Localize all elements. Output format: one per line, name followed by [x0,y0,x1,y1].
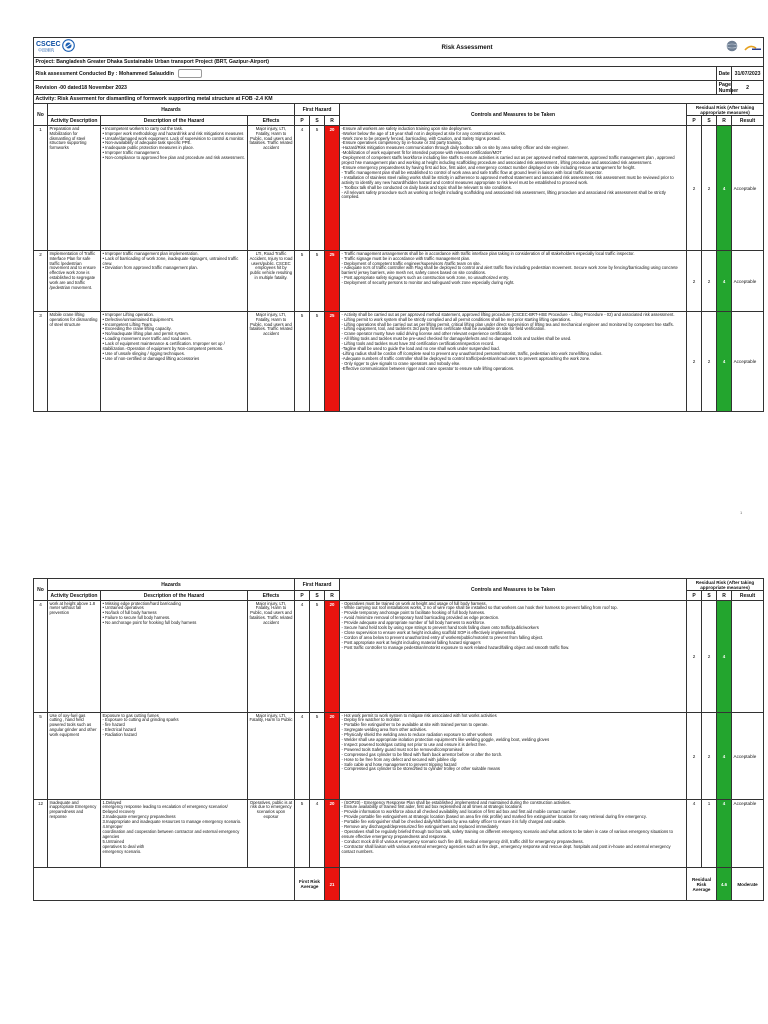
col-s: S [310,591,325,601]
summary-controls-empty [340,868,687,901]
cscec-logo [35,39,61,57]
row-s: 5 [310,251,325,312]
row-activity: Preparation and Mobilization for dismantling of steel structure supporting formworks [48,126,101,251]
row-residual-s: 2 [702,126,717,251]
row-effects: Major injury, LTI, Fatality, Harm to Public, road users and fatalities. Traffic related accident [248,126,295,251]
row-s: 5 [310,713,325,800]
col-no: No [34,104,48,126]
row-description: • Missing edge protection/hard barricading • Untrained operatives • No/lack of full body harness • Failure to secure full body harness. • No anchorage point for hooking full body harness [101,601,248,713]
conducted-by [34,67,717,81]
table-row [34,312,764,412]
row-controls: - (SOP20) - Emergency Response Plan shall be established ,implemented and maintained during the construction activities. - Ensure availability of trained first aider, first aid box replenished at all times at strategic locations - Provide information to workforce about all checked availability and location of first aid box and first aid mobile contact number. - Provide portable fire extinguishers at strategic location (based on area fire risk profile) and marked fire extinguisher location for easy retrieval during fire emergency. - Portable fire extinguisher shall be checked daily/shift basis by area safety officer to ensure it is fully charged and usable. - Remove any discharged/depressurized fire extinguishers and replaced immediately - Operatives shall be regularly briefed through tool box talk, safety training on different emergency scenario and what actions to be taken in case of various emergency situations to ensure effective emergency preparedness and response. - Conduct mock drill of various emergency scenario such fire drill, medical emergency drill, traffic drill for emergency preparedness. - Contractor shall liaison with various external emergency agencies such as fire dept., emergency response and rescue dept. hospitals and post in-house and external emergency contact numbers. [340,800,687,868]
row-result: Acceptable [732,713,764,800]
row-r: 25 [325,312,340,412]
row-residual-r: 4 [717,251,732,312]
row-result: Acceptable [732,251,764,312]
col-r: R [325,116,340,126]
summary-empty [34,868,295,901]
row-r: 20 [325,126,340,251]
col-residual: Residual Risk (After taking appropriate measures) [687,579,764,591]
row-no: 1 [34,126,48,251]
col-residual: Residual Risk (After taking appropriate measures) [687,104,764,116]
row-controls: - Activity shall be carried out as per approved method statement, approved lifting procedure (CSCEC-BRT-HSE Procedure - Lifting Procedure - 02) and associated risk assessment. - Lifting permit to work system shall be strictly complied and all permit conditions shall be met prior starting lifting operations. - Lifting operations shall be carried out as per lifting permit, critical lifting plan under direct supervision of lifting tea and mechanical engineer and monitored by competent hse staffs. - Lifting equipment, tool, and tackles's 3rd party fitness certificate shall be available on site for field verification. - Crane operator musty have valid driving license and other relevant experience certification. - All lifting tools and tackles must be pre-used checked for damage/defects and no damaged tools and tackles shall be used. - Lifting tools and tackles must have 3rd certification certification/inspection record. -Tagline shall be used to guide the load and no one shall work under suspended load. -Lifting radius shall be cordon off /complete seal to prevent any unauthorized persons/motorist, traffic, pedestrian into work zone/lifting radius. -Adequate numbers of traffic controller shall be deployed to control traffic/pedestrian/road users to prevent approaching the work zone. - Only rigger to give signals to crane operators and nobody else. -Effective communication between rigger and crane operator to ensure safe lifting operations. [340,312,687,412]
col-residual-r: R [717,116,732,126]
row-r: 20 [325,601,340,713]
col-activity: Activity Description [48,591,101,601]
row-residual-s: 2 [702,312,717,412]
row-residual-s: 2 [702,601,717,713]
col-controls: Controls and Measures to be Taken [340,579,687,601]
company-logo-text: CSCEC [35,40,61,48]
col-effects: Effects [248,116,295,126]
risk-table-page-1 [33,37,764,412]
conducted-by-text: Risk assessment Conducted By : Mohammed Salauddin [35,71,174,78]
table-row [34,713,764,800]
col-first-hazard: First Hazard [295,104,340,116]
row-no: 3 [34,312,48,412]
col-first-hazard: First Hazard [295,579,340,591]
logo-cell [34,38,248,58]
row-residual-p: 2 [687,126,702,251]
row-residual-r: 4 [717,126,732,251]
row-controls: - Operatives must be trained on work at height and usage of full body harness. - While carrying out roof installations works, 2 no of wire rope shall be installed so that workers can hook their harness to prevent falling from roof top. - Provide temporary anchorage point to facilitate hooking of full body harness. - Avoid /minimize removal of temporary hard barricading provided as edge protection. - Provide adequate and appropriate number of full body harness to workforce. - Secure hand held tools by using rope strings to prevent hand tools falling down onto traffic/public/workers - Close supervision to ensure work at height including scaffold SOP is effectively implemented. - Cordon of area below to prevent unauthorized entry of workers/public/motorist to prevent from falling object. - Post appropriate work at height including material falling hazard signage's - Post traffic controller to manage pedestrian/motorist exposure to work related hazard/falling object and smooth traffic flow. [340,601,687,713]
partner-logo [744,39,762,57]
right-logos [687,38,764,58]
col-hazards: Hazards [48,579,295,591]
first-risk-average-value: 21 [325,868,340,901]
row-residual-s: 2 [702,713,717,800]
residual-risk-result: Moderate [732,868,764,901]
risk-table-page-2 [33,578,764,901]
row-residual-p: 2 [687,251,702,312]
table-row [34,251,764,312]
row-effects: LTI, Road Traffic Accident, Injury to road users/public. CSCEC employees hit by public vehicle resulting in multiple fatality. [248,251,295,312]
col-residual-p: P [687,591,702,601]
table-row [34,126,764,251]
page-marker: 1 [740,510,743,515]
col-description: Description of the Hazard [101,591,248,601]
row-effects: Operatives, public is at risk due to emergency scenarios upon exposur [248,800,295,868]
page-number-value: 2 [732,81,764,95]
row-s: 5 [310,312,325,412]
row-no: 4 [34,601,48,713]
row-activity: work at height above 1.8 meter without fall prevention [48,601,101,713]
row-r: 20 [325,800,340,868]
row-description: • Improper traffic management plan implementation. • Lack of barricading of work zone, inadequate signage's, untrained traffic crew. • Deviation from approved traffic management plan. [101,251,248,312]
table-row [34,800,764,868]
row-controls: - Hot work permit to work system to mitigate risk associated with hot works activities - Deploy fire watcher to monitor. - Portable fire extinguisher to be available at site with trained person to operate. - Segregate welding area from other activities. - Physically shield the welding area to reduce radiation exposure to other workers - Welder shall use appropriate isolation protection equipment's like welding goggle, welding boot, welding gloves - Inspect powered tools/gas cutting set prior to use and ensure it is defect free. - Powered tools Safety guard must not be removed/compromised - Compressed gas cylinder to be fitted with flash back arrestor before or after the torch. - Hose to be free from any defect and secured with jubilee clip - Safe cable and hose management to prevent tripping hazard - Compressed gas cylinder to be stored/tied to cylinder trolley or other suitable means [340,713,687,800]
row-no: 2 [34,251,48,312]
row-p: 5 [295,800,310,868]
col-s: S [310,116,325,126]
row-activity: Inadequate and inappropriate Emergency preparedness and response [48,800,101,868]
globe-logo [725,39,739,57]
col-effects: Effects [248,591,295,601]
row-result [732,601,764,713]
row-residual-p: 2 [687,312,702,412]
col-description: Description of the Hazard [101,116,248,126]
row-residual-p: 2 [687,713,702,800]
row-description: • Improper Lifting operation. • Defective/unmaintained Equipment's. • Incompetent Lifting Team. • Exceeding the crane lifting capacity. • No/inadequate lifting plan and permit system. • Loading movement over traffic and road users. • Lack of equipment maintenance & certification. Improper set up / stabilization.-Operation of equipment by Non-competent persons. • Use of unsafe slinging / rigging techniques. • Use of non-certified or damaged lifting accessories [101,312,248,412]
page-title: Risk Assessment [248,38,687,58]
col-activity: Activity Description [48,116,101,126]
row-p: 5 [295,251,310,312]
row-result: Acceptable [732,312,764,412]
col-residual-s: S [702,591,717,601]
row-description: • Incompetent workers to carry out the task. • Improper work methodology and hazard/risk and risk mitigations measures • Unsafe/damaged work equipment. Lack of supervision to control & monitor. • Non-availability of adequate task specific PPE. • Inadequate public protection measures in place. • Improper traffic management. • Non-compliance to approved free plan and procedure and risk assessment. [101,126,248,251]
col-p: P [295,591,310,601]
row-effects: Major injury, LTI, Fatality, Harm to Public, road users and fatalities. Traffic related accident [248,312,295,412]
row-s: 5 [310,126,325,251]
row-controls: -Ensure all workers are safety induction training upon site deployment. -Worker below the age of 18 year shall not in deployed at site for any construction works. -Work zone to be properly fenced, barricading, with Caution, and Safety Signs posted. -Ensure operatives competency by in-house or 3rd party training. -Hazard/Risk mitigation measures communication through daily toolbox talk on site by area safety officer and site engineer. -Mobilization of work equipment fit for intended purpose with relevant certification/MOT -Deployment of competent staffs /workforce including line staffs to ensure activities is carried out as per approved method statements, approved traffic management plan , approved project hse management plan and working at height including scaffolding procedure and associated risk assessment , lifting procedure and associated risk assessment. -Ensure emergency preparedness by having first aid box, first aider, and emergency contact number displayed on site including rescue arrangement for height. - Traffic management plan shall be established to control of work area and safe traffic flow at ground level in liaison with local traffic inspector. - Installation of stainless steel railing works shall be strictly in adherence to approved method statement and associated risk assessment. risk assessment must be reviewed prior to activity to identify any new hazard/hidden hazard and control measures appropriate to risk level must be established to proceed work. - Toolbox talk shall be conducted on daily basis and topic shall be relevant to site conditions. - All relevant safety procedure such as working at height including scaffolding and associated risk assessment, lifting procedure and associated risk assessment shall be strictly complied. [340,126,687,251]
date-label: Date [717,67,732,81]
col-r: R [325,591,340,601]
col-result: Result [732,591,764,601]
brt-logo [62,39,75,57]
col-residual-r: R [717,591,732,601]
table-row [34,601,764,713]
row-residual-r: 4 [717,312,732,412]
row-p: 5 [295,312,310,412]
company-logo-subtext: 中国建筑 [37,47,54,52]
row-no: 12 [34,800,48,868]
col-controls: Controls and Measures to be Taken [340,104,687,126]
row-r: 25 [325,251,340,312]
row-activity: Mobile crane lifting operations for dismantling of steel structure [48,312,101,412]
row-effects: Major injury, LTI, Fatality, Harm to Public [248,713,295,800]
row-residual-s: 1 [702,800,717,868]
row-no: 5 [34,713,48,800]
signature [178,69,202,78]
row-activity: Use of oxy-fuel gas cutting , hand held powered tools such as angular grinder and other work equipment [48,713,101,800]
residual-risk-average-label: Residual Risk Average [687,868,717,901]
row-effects: Major injury, LTI, Fatality, Harm to Public, road users and fatalities. Traffic related accident [248,601,295,713]
row-residual-r: 4 [717,713,732,800]
row-result: Acceptable [732,126,764,251]
col-hazards: Hazards [48,104,295,116]
revision-line: Revision -00 dated18 November 2023 [34,81,717,95]
col-residual-p: P [687,116,702,126]
row-s: 4 [310,800,325,868]
row-activity: Implementation of Traffic Interface Plan for safe traffic /pedestrian movement and to ensure effective work zone is established to segregate work are and traffic /pedestrian movement. [48,251,101,312]
first-risk-average-label: First Risk Average [295,868,325,901]
row-result: Acceptable [732,800,764,868]
activity-line: Activity: Risk Asserment for dismantling of formwork supporting metal structure at FOB -2.4 KM [34,95,764,104]
row-residual-p: 4 [687,800,702,868]
row-controls: - Traffic management arrangements shall be in accordance with traffic interface plan taking in consideration of all stakeholders especially local traffic inspector. - Traffic signage must be in accordance with traffic management plan. - Deployment of competent traffic engineer/supervisors /traffic team on site. - Adequate no's of traffic controller with Flag shall be deployed to control and alert traffic flow including pedestrian movement. Secure work zone by fencing/barricading using concrete barriers/ jersey barriers, wire mesh net, safety cones based on site conditions. - Post appropriate safety signage's such as construction work zone, no unauthorized entry. - Deployment of security persons to monitor and safeguard work zone especially during night. [340,251,687,312]
summary-row [34,868,764,901]
page-number-label: Page Number [718,81,739,94]
project-line: Project: Bangladesh Greater Dhaka Sustainable Urban transport Project (BRT, Gazipur-Airport) [34,58,764,67]
residual-risk-average-value: 4.6 [717,868,732,901]
col-result: Result [732,116,764,126]
row-residual-r: 4 [717,601,732,713]
row-s: 5 [310,601,325,713]
col-residual-s: S [702,116,717,126]
row-description: 1.Delayed emergency response leading to escalation of emergency scenarios/ Delayed recovery 2.Inadequate emergency preparedness 3.Inappropriate and inadequate resources to manage emergency scenario. 4.Improper coordination and cooperation between contractor and external emergency agencies 5.Untrained operatives to deal with emergency scenario. [101,800,248,868]
col-no: No [34,579,48,601]
row-p: 4 [295,601,310,713]
row-p: 4 [295,126,310,251]
row-residual-p: 2 [687,601,702,713]
date-value: 31/07/2023 [732,67,764,81]
row-residual-r: 4 [717,800,732,868]
row-r: 20 [325,713,340,800]
row-description: Exposure to gas cutting fumes - Exposure to cutting and grinding sparks - fire hazard - Electrical hazard - Radiation hazard [101,713,248,800]
col-p: P [295,116,310,126]
row-residual-s: 2 [702,251,717,312]
row-p: 4 [295,713,310,800]
